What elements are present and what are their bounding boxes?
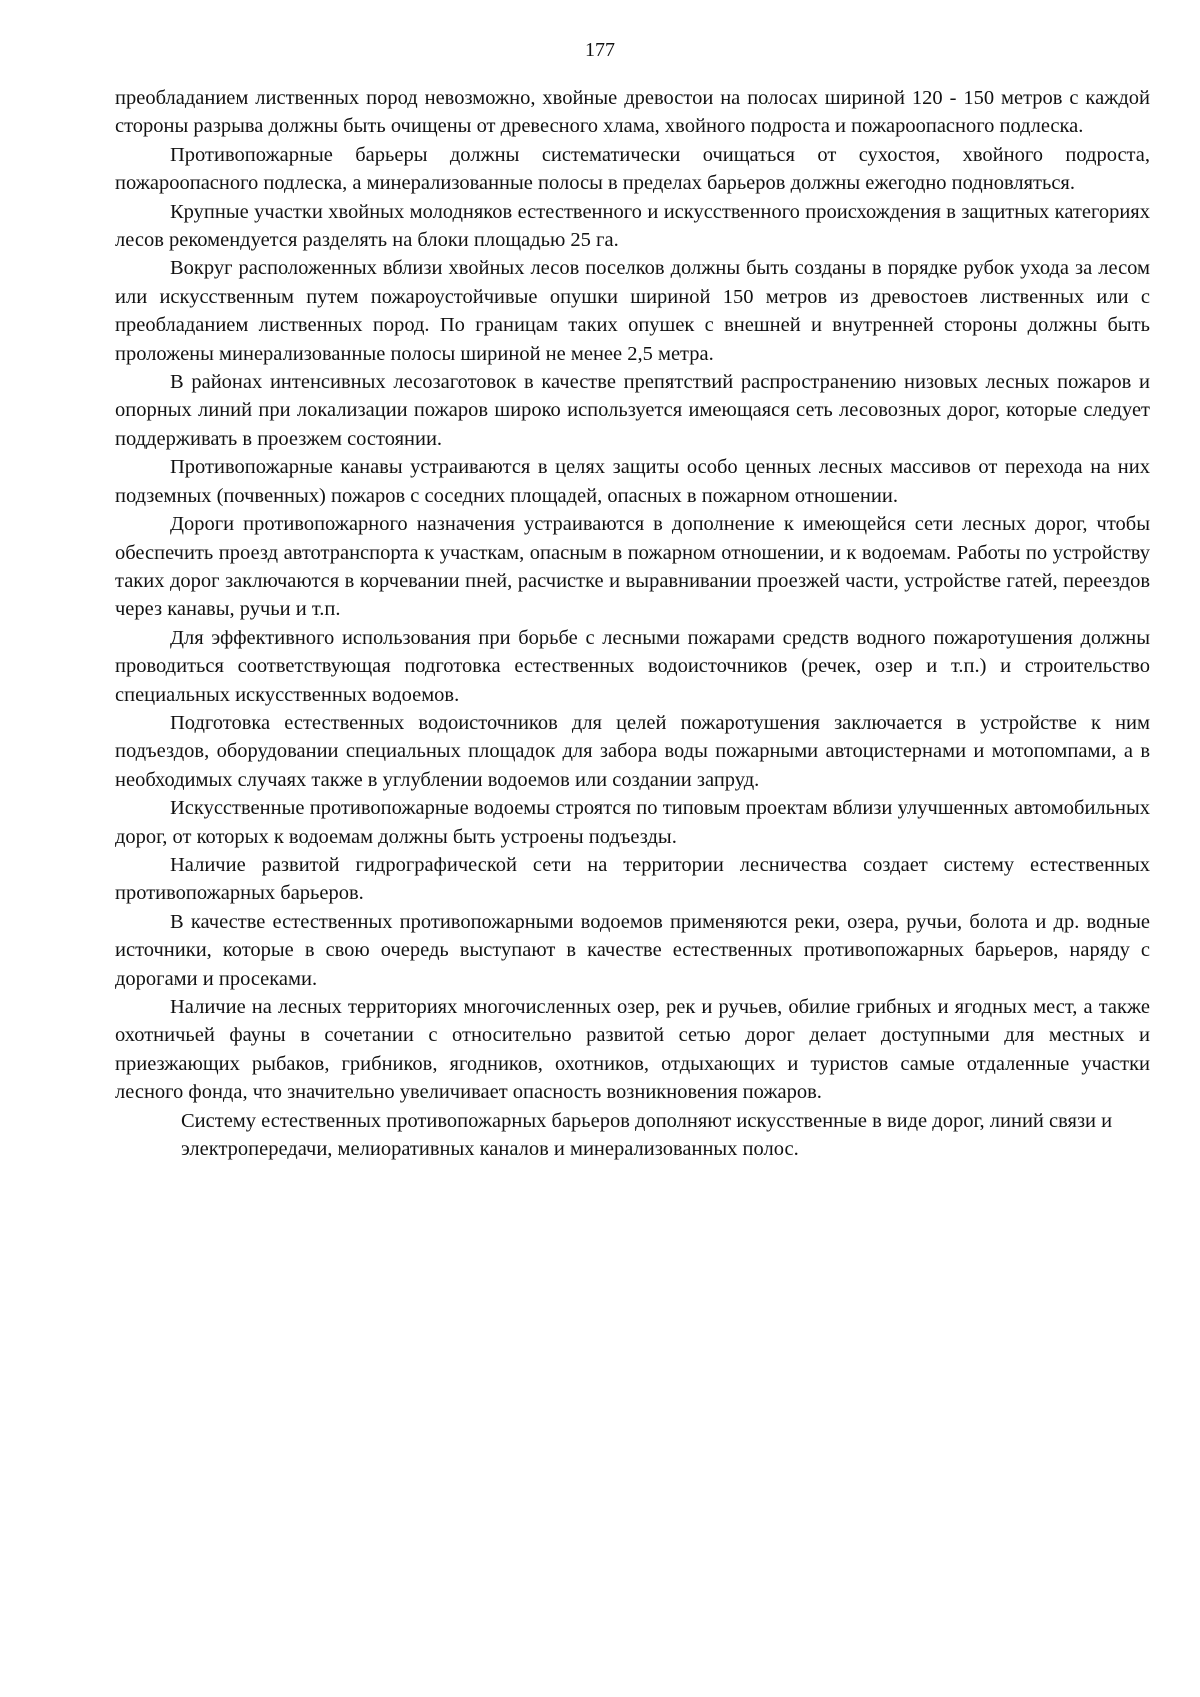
- paragraph-firebreak-cleaning: Противопожарные барьеры должны систематически очищаться от сухостоя, хвойного подроста, пожароопасного подлеска, а минерализованные полосы в пределах барьеров должны ежегодно подновляться.: [115, 143, 1150, 195]
- paragraph-continuation: преобладанием лиственных пород невозможно, хвойные древостои на полосах шириной 120 - 150 метров с каждой стороны разрыва должны быть очищены от древесного хлама, хвойного подроста и пожароопасного подлеска.: [115, 87, 1150, 138]
- paragraph-hydrographic-network: Наличие развитой гидрографической сети на территории лесничества создает систему естественных противопожарных барьеров.: [115, 853, 1150, 905]
- paragraph-fire-ditches: Противопожарные канавы устраиваются в целях защиты особо ценных лесных массивов от перехода на них подземных (почвенных) пожаров с соседних площадей, опасных в пожарном отношении.: [115, 456, 1150, 507]
- paragraph-young-stands-blocks: Крупные участки хвойных молодняков естественного и искусственного происхождения в защитных категориях лесов рекомендуется разделять на блоки площадью 25 га.: [115, 200, 1150, 252]
- paragraph-water-sources: Для эффективного использования при борьбе с лесными пожарами средств водного пожаротушения должны проводиться соответствующая подготовка естественных водоисточников (речек, озер и т.п.) и строительство специальных искусственных водоемов.: [115, 626, 1150, 706]
- paragraph-fire-roads: Дороги противопожарного назначения устраиваются в дополнение к имеющейся сети лесных дорог, чтобы обеспечить проезд автотранспорта к участкам, опасным в пожарном отношении, и к водоемам. Работы по устройству таких дорог заключаются в корчевании пней, расчистке и выравнивании проезжей части, устройстве гатей, переездов через канавы, ручьи и т.п.: [115, 513, 1150, 621]
- page-number: 177: [585, 39, 615, 61]
- paragraph-water-source-preparation: Подготовка естественных водоисточников для целей пожаротушения заключается в устройстве к ним подъездов, оборудовании специальных площадок для забора воды пожарными автоцистернами и мотопомпами, а в необходимых случаях также в углублении водоемов или создании запруд.: [115, 711, 1150, 791]
- paragraph-logging-roads: В районах интенсивных лесозаготовок в качестве препятствий распространению низовых лесных пожаров и опорных линий при локализации пожаров широко используется имеющаяся сеть лесовозных дорог, которые следует поддерживать в проезжем состоянии.: [115, 371, 1150, 450]
- paragraph-fire-risk: Наличие на лесных территориях многочисленных озер, рек и ручьев, обилие грибных и ягодных мест, а также охотничьей фауны в сочетании с относительно развитой сетью дорог делает доступными для местных и приезжающих рыбаков, грибников, ягодников, охотников, отдыхающих и туристов самые отдаленные участки лесного фонда, что значительно увеличивает опасность возникновения пожаров.: [115, 996, 1150, 1104]
- paragraph-artificial-reservoirs: Искусственные противопожарные водоемы строятся по типовым проектам вблизи улучшенных автомобильных дорог, от которых к водоемам должны быть устроены подъезды.: [115, 797, 1150, 848]
- document-body: [115, 84, 1150, 1163]
- paragraph-settlement-edges: Вокруг расположенных вблизи хвойных лесов поселков должны быть созданы в порядке рубок ухода за лесом или искусственным путем пожароустойчивые опушки шириной 150 метров из древостоев лиственных или с преобладанием лиственных пород. По границам таких опушек с внешней и внутренней стороны должны быть проложены минерализованные полосы шириной не менее 2,5 метра.: [115, 257, 1150, 365]
- paragraph-artificial-barriers: Систему естественных противопожарных барьеров дополняют искусственные в виде дорог, линий связи и электропередачи, мелиоративных каналов и минерализованных полос.: [181, 1109, 1113, 1161]
- paragraph-natural-barriers: В качестве естественных противопожарными водоемов применяются реки, озера, ручьи, болота и др. водные источники, которые в свою очередь выступают в качестве естественных противопожарных барьеров, наряду с дорогами и просеками.: [115, 910, 1150, 990]
